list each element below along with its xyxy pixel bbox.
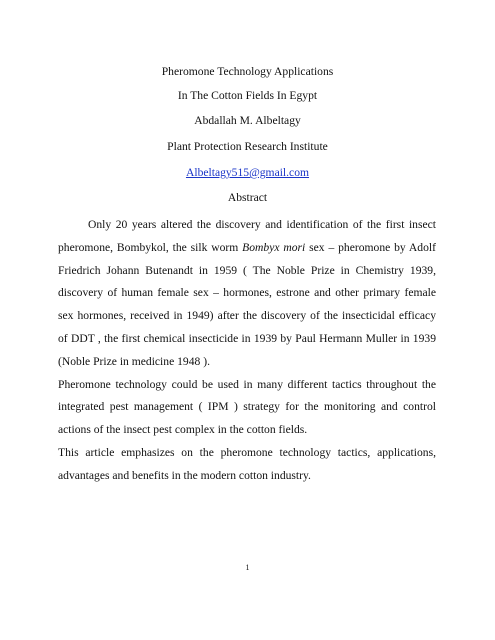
abstract-paragraph-2: Pheromone technology could be used in many different tactics throughout the integrated pest management ( IPM ) strategy for the monitoring and control actions of the insect pest complex in the cotton fields. — [58, 377, 436, 437]
email-link[interactable]: Albeltagy515@gmail.com — [185, 166, 310, 179]
abstract-paragraph-1-text-b: sex – pheromone by Adolf Friedrich Johann Butenandt in 1959 ( The Noble Prize in Chemistry 1939, discovery of human female sex – hormones, estrone and other primary female sex hormones, received in 1949) after the discovery of the insecticidal efficacy of DDT , the first chemical insecticide in 1939 by Paul Hermann Muller in 1939 (Noble Prize in medicine 1948 ). — [58, 240, 436, 368]
institute-name: Plant Protection Research Institute — [167, 140, 328, 153]
title-line-2: In The Cotton Fields In Egypt — [177, 89, 318, 102]
abstract-heading: Abstract — [227, 191, 268, 204]
email-line — [0, 166, 495, 180]
title-line-1: Pheromone Technology Applications — [161, 65, 334, 78]
species-name: Bombyx mori — [242, 240, 306, 254]
abstract-paragraph-1-text-a: Only 20 years altered the discovery and identification of the first insect pheromone, Bombykol, the silk worm — [58, 218, 436, 254]
abstract-body — [58, 214, 436, 488]
abstract-paragraph-3: This article emphasizes on the pheromone technology tactics, applications, advantages and benefits in the modern cotton industry. — [58, 445, 436, 482]
author-name: Abdallah M. Albeltagy — [194, 114, 301, 127]
abstract-paragraph-1 — [58, 214, 436, 374]
page-number: 1 — [245, 563, 250, 572]
